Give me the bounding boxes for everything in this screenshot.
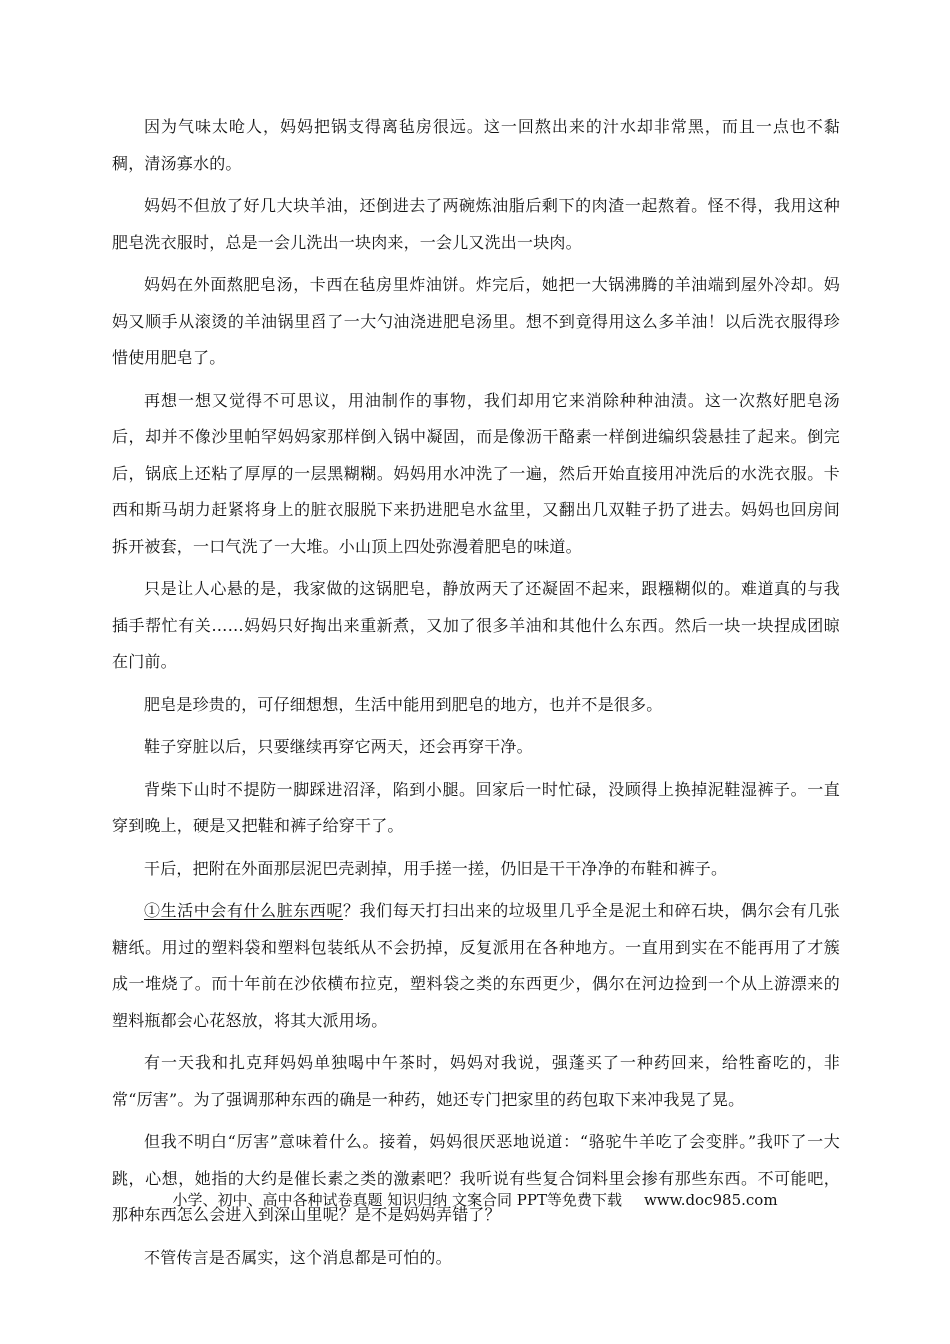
paragraph-13: 不管传言是否属实，这个消息都是可怕的。 bbox=[144, 1247, 452, 1267]
paragraph-6: 肥皂是珍贵的，可仔细想想，生活中能用到肥皂的地方，也并不是很多。 bbox=[144, 694, 663, 714]
paragraph-2: 妈妈不但放了好几大块羊油，还倒进去了两碗炼油脂后剩下的肉渣一起熬着。怪不得，我用这种肥皂洗衣服时，总是一会儿洗出一块肉来，一会儿又洗出一块肉。 bbox=[112, 196, 840, 252]
paragraph-3: 妈妈在外面熬肥皂汤，卡西在毡房里炸油饼。炸完后，她把一大锅沸腾的羊油端到屋外冷却。妈妈又顺手从滚烫的羊油锅里舀了一大勺油浇进肥皂汤里。想不到竟得用这么多羊油！以后洗衣服得珍惜使用肥皂了。 bbox=[112, 275, 840, 367]
paragraph-12: 但我不明白“厉害”意味着什么。接着，妈妈很厌恶地说道：“骆驼牛羊吃了会变胖。”我吓了一大跳，心想，她指的大约是催长素之类的激素吧？我听说有些复合饲料里会掺有那些东西。不可能吧，那种东西怎么会进入到深山里呢？是不是妈妈弄错了？ bbox=[112, 1132, 840, 1224]
paragraph-10-text: ？我们每天打扫出来的垃圾里几乎全是泥土和碎石块，偶尔会有几张糖纸。用过的塑料袋和塑料包装纸从不会扔掉，反复派用在各种地方。一直用到实在不能再用了才簇成一堆烧了。而十年前在沙依横布拉克，塑料袋之类的东西更少，偶尔在河边捡到一个从上游漂来的塑料瓶都会心花怒放，将其大派用场。 bbox=[112, 901, 840, 1030]
underlined-question: ①生活中会有什么脏东西呢 bbox=[144, 901, 343, 920]
paragraph-4: 再想一想又觉得不可思议，用油制作的事物，我们却用它来消除种种油渍。这一次熬好肥皂汤后，却并不像沙里帕罕妈妈家那样倒入锅中凝固，而是像沥干酪素一样倒进编织袋悬挂了起来。倒完后，锅底上还粘了厚厚的一层黑糊糊。妈妈用水冲洗了一遍，然后开始直接用冲洗后的水洗衣服。卡西和斯马胡力赶紧将身上的脏衣服脱下来扔进肥皂水盆里，又翻出几双鞋子扔了进去。妈妈也回房间拆开被套，一口气洗了一大堆。小山顶上四处弥漫着肥皂的味道。 bbox=[112, 390, 840, 556]
paragraph-10 bbox=[112, 893, 840, 1039]
footer-text: 小学、初中、高中各种试卷真题 知识归纳 文案合同 PPT等免费下载 bbox=[172, 1191, 622, 1209]
article-body bbox=[112, 109, 840, 1282]
paragraph-9: 干后，把附在外面那层泥巴壳剥掉，用手搓一搓，仍旧是干干净净的布鞋和裤子。 bbox=[144, 858, 728, 878]
paragraph-7: 鞋子穿脏以后，只要继续再穿它两天，还会再穿干净。 bbox=[144, 737, 533, 756]
paragraph-5: 只是让人心悬的是，我家做的这锅肥皂，静放两天了还凝固不起来，跟糨糊似的。难道真的与我插手帮忙有关……妈妈只好掏出来重新煮，又加了很多羊油和其他什么东西。然后一块一块捏成团晾在门前。 bbox=[112, 579, 840, 671]
page-footer bbox=[0, 1188, 950, 1212]
footer-website-link[interactable]: www.doc985.com bbox=[643, 1191, 778, 1209]
paragraph-11: 有一天我和扎克拜妈妈单独喝中午茶时，妈妈对我说，强蓬买了一种药回来，给牲畜吃的，非常“厉害”。为了强调那种东西的确是一种药，她还专门把家里的药包取下来冲我晃了晃。 bbox=[112, 1053, 840, 1109]
paragraph-8: 背柴下山时不提防一脚踩进沼泽，陷到小腿。回家后一时忙碌，没顾得上换掉泥鞋湿裤子。一直穿到晚上，硬是又把鞋和裤子给穿干了。 bbox=[112, 779, 840, 835]
paragraph-1: 因为气味太呛人，妈妈把锅支得离毡房很远。这一回熬出来的汁水却非常黑，而且一点也不黏稠，清汤寡水的。 bbox=[112, 117, 840, 173]
